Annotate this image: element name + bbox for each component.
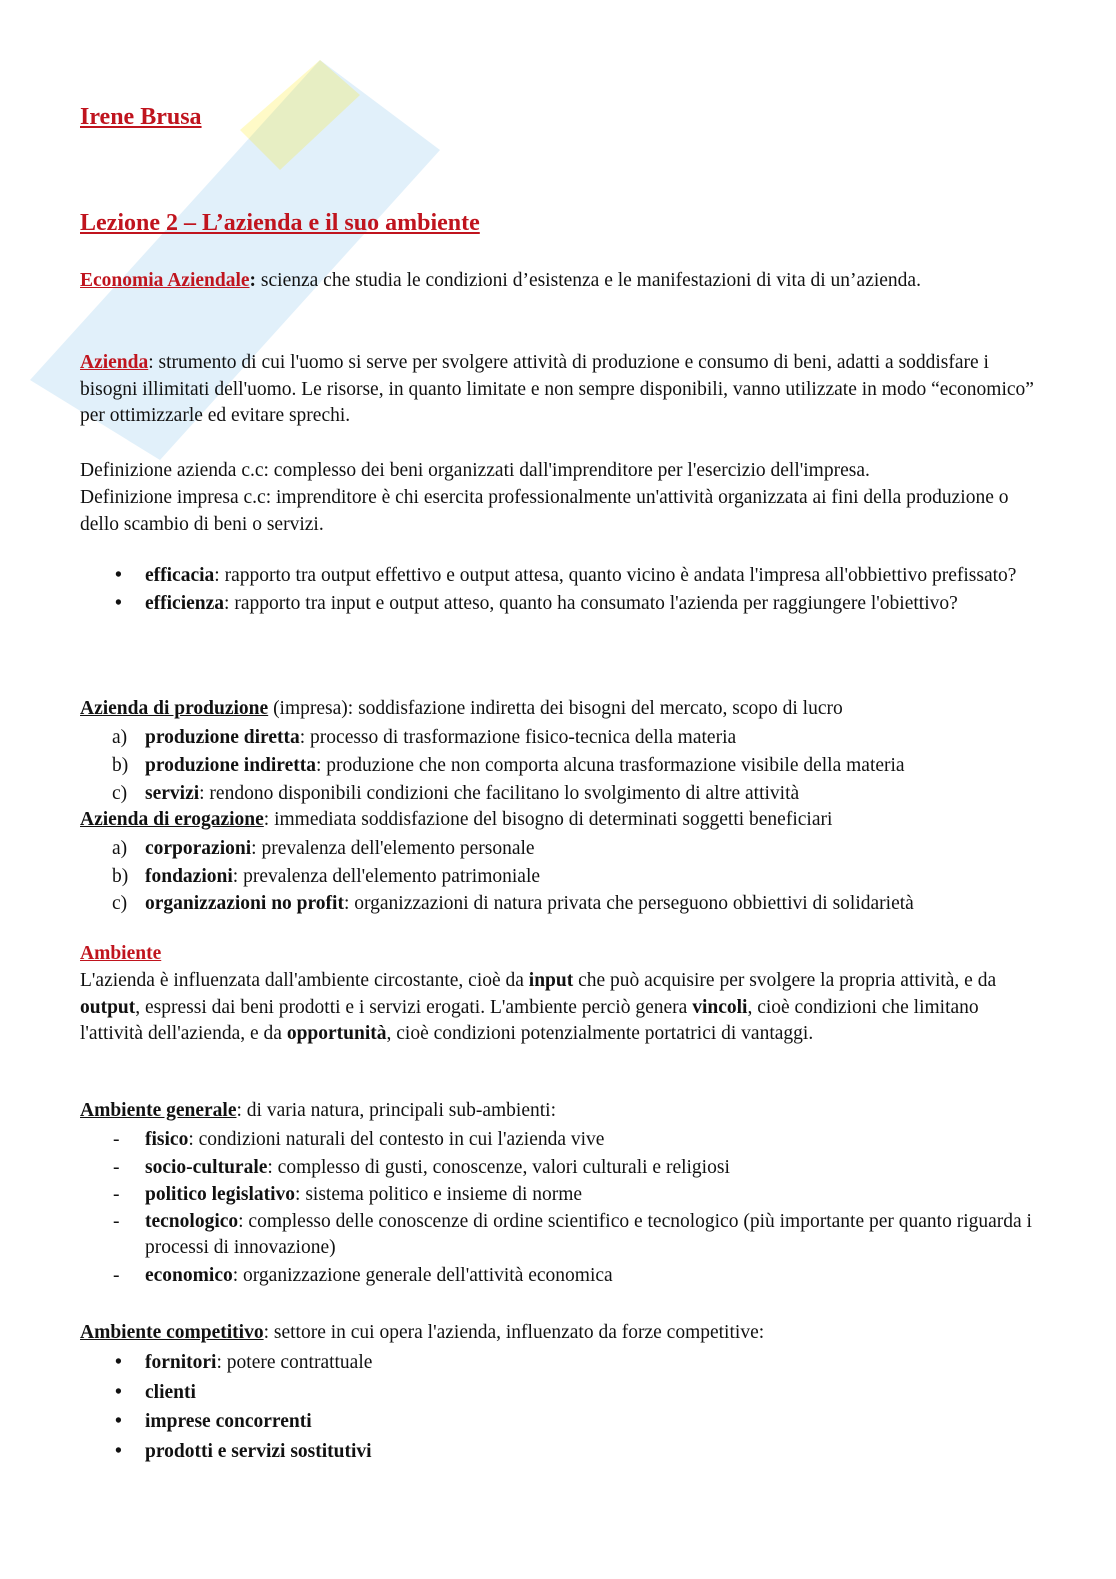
competitivo-list: [80, 1348, 1035, 1466]
produzione-heading: Azienda di produzione (impresa): soddisfazione indiretta dei bisogni del mercato, scopo di lucro: [80, 698, 843, 719]
list-item: c) organizzazioni no profit: organizzazioni di natura privata che perseguono obbiettivi di solidarietà: [112, 893, 914, 914]
ambiente-heading: Ambiente: [80, 943, 162, 964]
economia-definition: Economia Aziendale: scienza che studia le condizioni d’esistenza e le manifestazioni di vita di un’azienda.: [80, 270, 921, 291]
list-item: b) produzione indiretta: produzione che non comporta alcuna trasformazione visibile della materia: [112, 755, 905, 776]
list-item: • efficienza: rapporto tra input e output atteso, quanto ha consumato l'azienda per raggiungere l'obiettivo?: [80, 591, 1035, 618]
list-item: - socio-culturale: complesso di gusti, conoscenze, valori culturali e religiosi: [113, 1156, 730, 1178]
generale-list: [80, 1126, 1035, 1289]
erogazione-heading: Azienda di erogazione: immediata soddisfazione del bisogno di determinati soggetti beneficiari: [80, 809, 833, 830]
list-item: • clienti: [80, 1378, 1035, 1408]
economia-term: Economia Aziendale: [80, 270, 250, 291]
list-item: - economico: organizzazione generale dell'attività economica: [113, 1264, 613, 1286]
def-azienda: Definizione azienda c.c: complesso dei beni organizzati dall'imprenditore per l'esercizio dell'impresa.: [80, 460, 870, 481]
list-item: • fornitori: potere contrattuale: [80, 1348, 1035, 1378]
def-impresa: Definizione impresa c.c: imprenditore è chi esercita professionalmente un'attività organizzata ai fini della produzione o dello scambio di beni o servizi.: [80, 487, 1009, 535]
list-item: - fisico: condizioni naturali del contesto in cui l'azienda vive: [113, 1129, 605, 1150]
azienda-definition: Azienda: strumento di cui l'uomo si serve per svolgere attività di produzione e consumo di beni, adatti a soddisfare i bisogni illimitati dell'uomo. Le risorse, in quanto limitate e non sempre disponibili, vanno utilizzate in modo “economico” per ottimizzarle ed evitare sprechi.: [80, 352, 1034, 426]
list-item: a) corporazioni: prevalenza dell'elemento personale: [112, 838, 535, 859]
list-item: - politico legislativo: sistema politico e insieme di norme: [113, 1184, 583, 1205]
list-item: c) servizi: rendono disponibili condizioni che facilitano lo svolgimento di altre attività: [112, 783, 800, 804]
page-title: Lezione 2 – L’azienda e il suo ambiente: [80, 210, 480, 236]
list-item: • prodotti e servizi sostitutivi: [80, 1437, 1035, 1467]
list-item: b) fondazioni: prevalenza dell'elemento patrimoniale: [112, 865, 541, 887]
list-item: - tecnologico: complesso delle conoscenze di ordine scientifico e tecnologico (più importante per quanto riguarda i processi di innovazione): [113, 1210, 1032, 1258]
generale-heading: Ambiente generale: di varia natura, principali sub-ambienti:: [80, 1100, 556, 1121]
author-name: Irene Brusa: [80, 104, 202, 130]
eff-list: [80, 563, 1035, 617]
ambiente-paragraph: L'azienda è influenzata dall'ambiente circostante, cioè da input che può acquisire per svolgere la propria attività, e da output, espressi dai beni prodotti e i servizi erogati. L'ambiente perciò genera vincoli, cioè condizioni che limitano l'attività dell'azienda, e da opportunità, cioè condizioni potenzialmente portatrici di vantaggi.: [80, 970, 997, 1044]
competitivo-heading: Ambiente competitivo: settore in cui opera l'azienda, influenzato da forze competitive:: [80, 1322, 765, 1343]
produzione-list: [80, 724, 1035, 808]
list-item: • imprese concorrenti: [80, 1407, 1035, 1437]
list-item: a) produzione diretta: processo di trasformazione fisico-tecnica della materia: [112, 727, 737, 748]
erogazione-list: [80, 835, 1035, 918]
azienda-term: Azienda: [80, 352, 149, 373]
list-item: • efficacia: rapporto tra output effettivo e output attesa, quanto vicino è andata l'impresa all'obbiettivo prefissato?: [80, 563, 1035, 590]
